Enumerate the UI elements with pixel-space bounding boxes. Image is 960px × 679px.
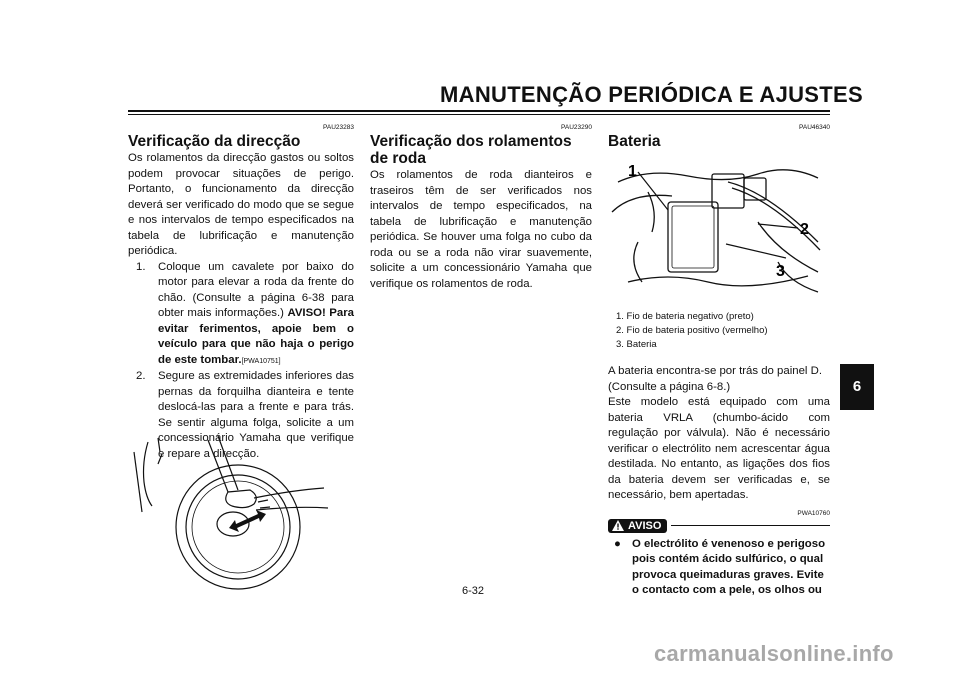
battery-location-paragraph: A bateria encontra-se por trás do painel D. (Consulte a página 6-8.) bbox=[608, 365, 823, 393]
section-heading: Bateria bbox=[608, 133, 661, 150]
section-heading: Verificação da direcção bbox=[128, 133, 301, 150]
battery-illustration bbox=[608, 152, 830, 308]
section-code: PAU23283 bbox=[323, 124, 354, 131]
step-number: 1. bbox=[136, 260, 146, 273]
warning-header bbox=[608, 519, 830, 533]
watermark: carmanualsonline.info bbox=[654, 641, 894, 666]
caption-1: 1. Fio de bateria negativo (preto) bbox=[616, 311, 754, 322]
caption-2: 2. Fio de bateria positivo (vermelho) bbox=[616, 325, 768, 336]
body-paragraph: Os rolamentos de roda dianteiros e traseiros têm de ser verificados nos intervalos de tempo especificados, na tabela de lubrificação e manutenção periódica. Se houver uma folga no cubo da roda ou se a roda não virar suavemente, solicite a um concessionário Yamaha que verifique os rolamentos de roda. bbox=[370, 169, 592, 290]
section-code: PAU23290 bbox=[561, 124, 592, 131]
callout-3: 3 bbox=[776, 263, 785, 280]
battery-vrla-paragraph: Este modelo está equipado com uma bateria VRLA (chumbo-ácido com regulação por válvula). Não é necessário verificar o electrólito nem acrescentar água destilada. No entanto, as ligações dos fios da bateria devem ser verificadas e, se necessário, bem apertadas. bbox=[608, 396, 830, 501]
column-battery bbox=[608, 124, 830, 151]
warning-text: AVISO! Para evitar ferimentos, apoie bem o veículo para que não haja o perigo de este tombar. bbox=[158, 307, 354, 366]
warning-label: AVISO bbox=[628, 519, 662, 532]
fork-check-illustration bbox=[128, 432, 354, 590]
callout-2: 2 bbox=[800, 221, 809, 238]
caption-3: 3. Bateria bbox=[616, 339, 657, 350]
page-number: 6-32 bbox=[462, 585, 485, 597]
column-wheel-bearings bbox=[370, 124, 592, 292]
warning-bullet bbox=[608, 537, 830, 599]
page-header-title: MANUTENÇÃO PERIÓDICA E AJUSTES bbox=[440, 82, 863, 107]
warning-code: [PWA10751] bbox=[241, 357, 281, 365]
battery-captions bbox=[608, 310, 830, 352]
step-text: Coloque um cavalete por baixo do motor para elevar a roda da frente do chão. (Consulte a página 6-38 para obter mais informações.) bbox=[158, 260, 354, 319]
section-heading: Verificação dos rolamentos de roda bbox=[370, 133, 572, 167]
warning-rule bbox=[671, 525, 830, 526]
battery-text bbox=[608, 364, 830, 599]
bullet-icon: ● bbox=[614, 537, 621, 550]
warning-code: PWA10760 bbox=[797, 509, 830, 517]
warning-bullet-text: O electrólito é venenoso e perigoso pois contém ácido sulfúrico, o qual provoca queimaduras graves. Evite o contacto com a pele, os olhos ou bbox=[632, 537, 826, 596]
column-steering bbox=[128, 124, 354, 462]
warning-badge bbox=[608, 519, 667, 533]
step-number: 2. bbox=[136, 370, 146, 382]
callout-1: 1 bbox=[628, 163, 637, 180]
chapter-tab: 6 bbox=[840, 364, 874, 410]
header-rule-thin bbox=[128, 114, 830, 115]
section-code: PAU46340 bbox=[799, 124, 830, 131]
step-1 bbox=[128, 260, 354, 370]
warning-triangle-icon bbox=[612, 520, 624, 531]
intro-paragraph: Os rolamentos da direcção gastos ou soltos podem provocar situações de perigo. Portanto, o funcionamento da direcção deverá ser verificado do modo que se segue e nos intervalos de tempo especificados na tabela de lubrificação e manutenção periódica. bbox=[128, 152, 354, 257]
header-rule bbox=[128, 110, 830, 112]
step-text: Segure as extremidades inferiores das pernas da forquilha dianteira e tente deslocá-las para a frente e para trás. Se sentir alguma folga, solicite a um concessionário Yamaha que verifique e repare a direcção. bbox=[158, 370, 354, 460]
